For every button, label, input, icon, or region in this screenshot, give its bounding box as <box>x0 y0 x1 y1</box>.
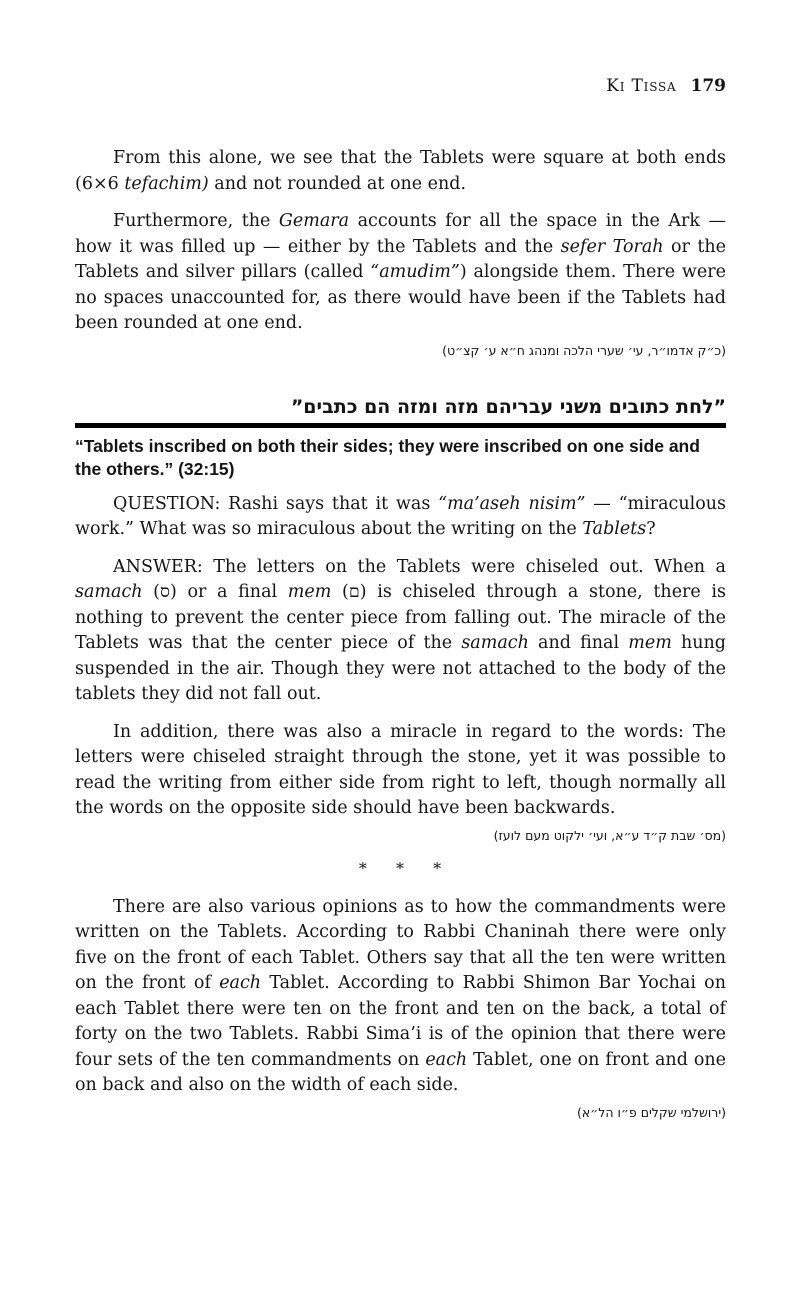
parsha-title: Ki Tissa <box>606 76 677 96</box>
asterisk-separator: * * * <box>358 858 443 878</box>
paragraph-opinions: There are also various opinions as to how the commandments were written on the Tablets. According to Rabbi Chaninah there were only five on the front of each Tablet. Others say that all the ten were written on the front of each Tablet. According to Rabbi Shimon Bar Yochai on each Tablet there were ten on the front and ten on the back, a total of forty on the two Tablets. Rabbi Sima’i is of the opinion that there were four sets of the ten commandments on each Tablet, one on front and one on back and also on the width of each side. <box>75 896 726 1095</box>
page-number: 179 <box>690 76 726 96</box>
source-citation-gemara: (כ״ק אדמו״ר, עי׳ שערי הלכה ומנהג ח״א ע׳ קצ״ט) <box>442 342 726 358</box>
source-citation-yerushalmi: (ירושלמי שקלים פ״ו הל״א) <box>576 1104 726 1120</box>
section-heading-hebrew: ”לחת כתובים משני עבריהם מזה ומזה הם כתבים” <box>290 395 726 418</box>
source-citation-shabbat: (מס׳ שבת ק״ד ע״א, ועי׳ ילקוט מעם לועז) <box>493 827 726 843</box>
paragraph-gemara-space: Furthermore, the Gemara accounts for all the space in the Ark — how it was filled up — either by the Tablets and the sefer Torah or the Tablets and silver pillars (called “amudim”) alongside them. There were no spaces unaccounted for, as there would have been if the Tablets had been rounded at one end. <box>75 211 727 333</box>
paragraph-tablets-square: From this alone, we see that the Tablets were square at both ends (6×6 tefachim) and not rounded at one end. <box>75 148 726 194</box>
section-divider-rule <box>75 423 726 428</box>
paragraph-answer: ANSWER: The letters on the Tablets were chiseled out. When a samach (ס) or a final mem (ם) is chiseled through a stone, there is nothing to prevent the center piece from falling out. The miracle of the Tablets was that the center piece of the samach and final mem hung suspended in the air. Though they were not attached to the body of the tablets they did not fall out. <box>75 556 727 704</box>
running-header <box>75 76 726 96</box>
paragraph-addition-miracle: In addition, there was also a miracle in regard to the words: The letters were chiseled straight through the stone, yet it was possible to read the writing from either side from right to left, though normally all the words on the opposite side should have been backwards. <box>75 721 726 818</box>
paragraph-question: QUESTION: Rashi says that it was “ma’aseh nisim” — “miraculous work.” What was so miraculous about the writing on the Tablets? <box>75 493 726 539</box>
section-heading-english: “Tablets inscribed on both their sides; they were inscribed on one side and the others.” (32:15) <box>75 435 700 479</box>
